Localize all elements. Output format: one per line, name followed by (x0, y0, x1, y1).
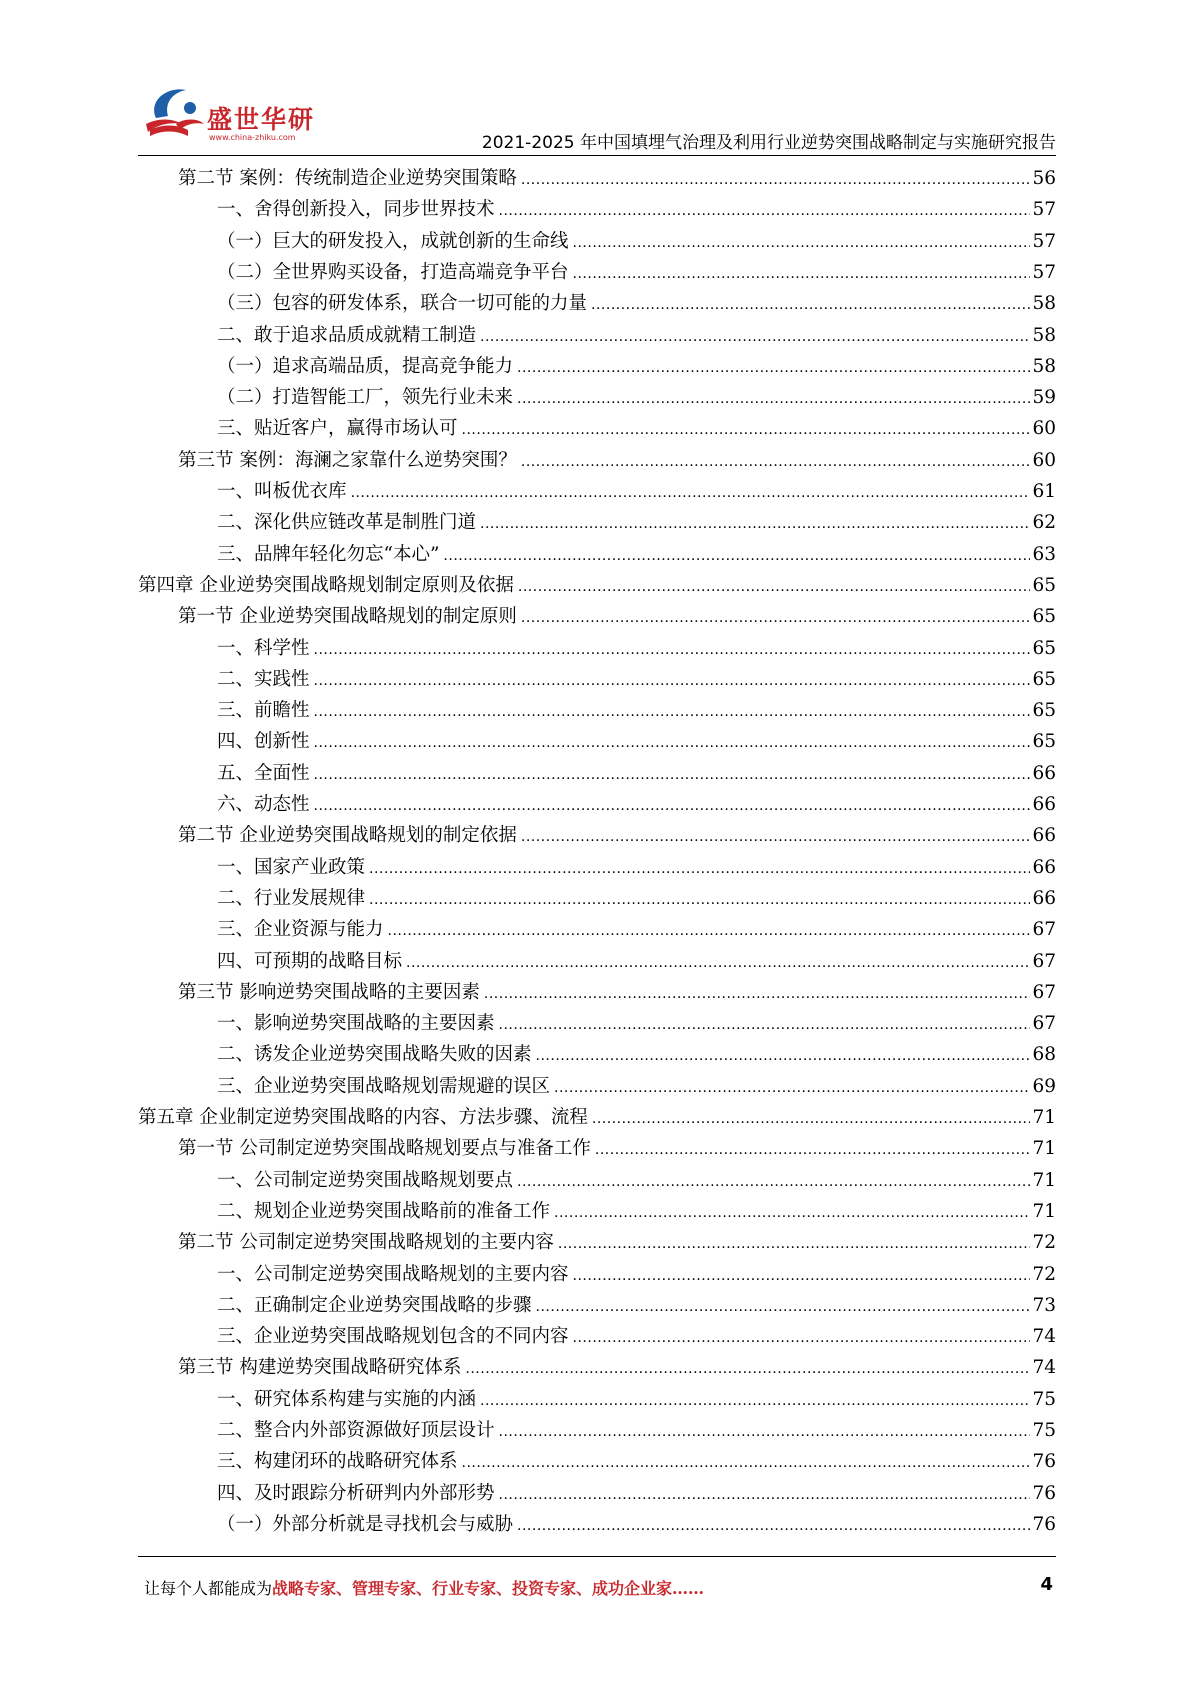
toc-leader-dots (369, 854, 1030, 885)
toc-entry[interactable] (138, 570, 1056, 601)
toc-entry-title: 三、前瞻性 (217, 700, 310, 722)
toc-entry-title: 第二节 案例：传统制造企业逆势突围策略 (178, 168, 517, 189)
toc-entry[interactable] (217, 758, 1056, 789)
toc-entry-title: 二、诱发企业逆势突围战略失败的因素 (217, 1044, 532, 1066)
toc-entry[interactable] (217, 476, 1056, 507)
toc-entry-page: 74 (1032, 1326, 1056, 1348)
logo-url: www.china-zhiku.com (209, 133, 296, 142)
toc-entry[interactable] (217, 1321, 1056, 1352)
toc-entry-page: 58 (1032, 293, 1056, 315)
toc-leader-dots (521, 165, 1031, 196)
toc-leader-dots (554, 1073, 1030, 1104)
toc-entry[interactable] (178, 820, 1056, 851)
toc-entry-page: 62 (1032, 512, 1056, 534)
toc-entry-page: 67 (1032, 950, 1056, 972)
toc-leader-dots (314, 666, 1031, 697)
toc-entry-page: 72 (1032, 1232, 1056, 1254)
toc-entry-title: 二、深化供应链改革是制胜门道 (217, 512, 477, 534)
toc-leader-dots (518, 572, 1031, 603)
toc-entry-page: 60 (1032, 418, 1056, 440)
toc-entry-page: 71 (1032, 1107, 1056, 1128)
toc-entry-title: （一）外部分析就是寻找机会与威胁 (217, 1513, 514, 1535)
report-title: 2021-2025 年中国填埋气治理及利用行业逆势突围战略制定与实施研究报告 (481, 133, 1056, 153)
toc-entry-title: 二、规划企业逆势突围战略前的准备工作 (217, 1200, 551, 1222)
toc-entry-title: 四、及时跟踪分析研判内外部形势 (217, 1482, 495, 1504)
toc-entry-title: 三、品牌年轻化勿忘“本心” (217, 543, 440, 565)
toc-entry-page: 59 (1032, 387, 1056, 409)
footer-slogan (144, 1576, 704, 1599)
toc-leader-dots (465, 1354, 1030, 1385)
toc-entry-page: 71 (1032, 1138, 1056, 1160)
toc-entry[interactable] (217, 664, 1056, 695)
toc-entry-title: 一、公司制定逆势突围战略规划要点 (217, 1169, 514, 1191)
toc-leader-dots (573, 1323, 1031, 1354)
toc-leader-dots (536, 1041, 1031, 1072)
toc-entry-title: 三、企业逆势突围战略规划包含的不同内容 (217, 1326, 569, 1348)
toc-leader-dots (591, 290, 1030, 321)
toc-entry-page: 73 (1032, 1294, 1056, 1316)
toc-entry-page: 65 (1032, 700, 1056, 722)
toc-leader-dots (592, 1104, 1031, 1135)
footer-divider (138, 1556, 1056, 1557)
toc-entry-title: 三、企业逆势突围战略规划需规避的误区 (217, 1075, 551, 1097)
toc-leader-dots (499, 1010, 1031, 1041)
toc-entry-title: 第三节 影响逆势突围战略的主要因素 (178, 981, 480, 1003)
toc-leader-dots (573, 259, 1031, 290)
toc-entry[interactable] (217, 288, 1056, 319)
toc-entry[interactable] (217, 1039, 1056, 1070)
toc-entry-title: 三、企业资源与能力 (217, 919, 384, 941)
toc-entry-title: 一、影响逆势突围战略的主要因素 (217, 1013, 495, 1035)
toc-leader-dots (554, 1198, 1030, 1229)
toc-entry-title: 一、研究体系构建与实施的内涵 (217, 1388, 477, 1410)
toc-entry[interactable] (178, 1227, 1056, 1258)
toc-leader-dots (314, 697, 1031, 728)
toc-entry-title: 第二节 公司制定逆势突围战略规划的主要内容 (178, 1232, 554, 1254)
toc-leader-dots (314, 791, 1031, 822)
toc-entry-title: （一）巨大的研发投入，成就创新的生命线 (217, 230, 569, 252)
toc-entry-page: 63 (1032, 543, 1056, 565)
toc-entry-title: 第二节 企业逆势突围战略规划的制定依据 (178, 825, 517, 847)
toc-entry[interactable] (217, 1196, 1056, 1227)
toc-entry-page: 75 (1032, 1420, 1056, 1441)
toc-leader-dots (406, 948, 1030, 979)
toc-entry[interactable] (217, 1509, 1056, 1540)
toc-entry-page: 66 (1032, 762, 1056, 784)
toc-entry-page: 65 (1032, 637, 1056, 659)
toc-entry[interactable] (217, 789, 1056, 820)
toc-entry-page: 72 (1032, 1263, 1056, 1285)
toc-leader-dots (369, 885, 1030, 916)
toc-entry[interactable] (178, 977, 1056, 1008)
toc-entry-page: 60 (1032, 449, 1056, 471)
toc-entry[interactable] (217, 1415, 1056, 1446)
toc-leader-dots (517, 1511, 1030, 1542)
toc-leader-dots (314, 635, 1031, 666)
toc-entry-page: 66 (1032, 856, 1056, 878)
toc-entry-title: 一、舍得创新投入，同步世界技术 (217, 199, 495, 221)
toc-entry[interactable] (217, 946, 1056, 977)
toc-entry-page: 65 (1032, 606, 1056, 628)
toc-entry-page: 65 (1032, 574, 1056, 596)
toc-leader-dots (573, 228, 1031, 259)
toc-leader-dots (517, 384, 1030, 415)
toc-entry-page: 56 (1032, 168, 1056, 189)
toc-entry[interactable] (217, 1008, 1056, 1039)
toc-entry-page: 68 (1032, 1044, 1056, 1066)
toc-entry[interactable] (217, 320, 1056, 351)
toc-entry-title: （一）追求高端品质，提高竞争能力 (217, 355, 514, 377)
toc-entry[interactable] (217, 1259, 1056, 1290)
toc-entry-page: 75 (1032, 1388, 1056, 1410)
toc-leader-dots (499, 196, 1031, 227)
toc-entry-title: 第四章 企业逆势突围战略规划制定原则及依据 (138, 574, 514, 596)
toc-entry-title: 第一节 公司制定逆势突围战略规划要点与准备工作 (178, 1138, 591, 1160)
toc-leader-dots (351, 478, 1031, 509)
toc-entry[interactable] (217, 633, 1056, 664)
toc-entry-page: 57 (1032, 230, 1056, 252)
toc-leader-dots (462, 1448, 1031, 1479)
toc-entry-title: 五、全面性 (217, 762, 310, 784)
footer-slogan-prefix: 让每个人都能成为 (144, 1579, 273, 1598)
toc-leader-dots (480, 509, 1030, 540)
toc-entry[interactable] (178, 601, 1056, 632)
toc-entry[interactable] (217, 695, 1056, 726)
toc-entry-page: 66 (1032, 825, 1056, 847)
toc-entry[interactable] (217, 1290, 1056, 1321)
toc-entry-page: 65 (1032, 731, 1056, 753)
toc-leader-dots (521, 822, 1031, 853)
toc-entry[interactable] (138, 1102, 1056, 1133)
toc-entry[interactable] (217, 226, 1056, 257)
toc-entry[interactable] (217, 413, 1056, 444)
toc-leader-dots (517, 353, 1030, 384)
page-header (0, 0, 1191, 153)
toc-entry[interactable] (217, 194, 1056, 225)
toc-entry[interactable] (217, 539, 1056, 570)
toc-leader-dots (462, 415, 1031, 446)
toc-entry[interactable] (217, 883, 1056, 914)
toc-entry-page: 74 (1032, 1357, 1056, 1379)
toc-entry-page: 76 (1032, 1513, 1056, 1535)
toc-entry-page: 67 (1032, 919, 1056, 941)
toc-entry-page: 57 (1032, 261, 1056, 283)
toc-entry[interactable] (217, 257, 1056, 288)
toc-entry-title: 二、敢于追求品质成就精工制造 (217, 324, 477, 346)
toc-leader-dots (314, 728, 1031, 759)
toc-leader-dots (521, 447, 1031, 478)
toc-entry-page: 66 (1032, 794, 1056, 815)
toc-entry-page: 76 (1032, 1482, 1056, 1504)
toc-entry-page: 76 (1032, 1451, 1056, 1473)
toc-entry-title: 第三节 构建逆势突围战略研究体系 (178, 1357, 462, 1379)
toc-entry-title: （二）全世界购买设备，打造高端竞争平台 (217, 261, 569, 283)
toc-entry-title: 三、构建闭环的战略研究体系 (217, 1451, 458, 1473)
toc-entry-page: 66 (1032, 887, 1056, 909)
toc-entry[interactable] (217, 1071, 1056, 1102)
toc-entry-title: 四、创新性 (217, 731, 310, 753)
toc-entry-title: 二、正确制定企业逆势突围战略的步骤 (217, 1294, 532, 1316)
toc-entry-title: 一、叫板优衣库 (217, 481, 347, 502)
toc-entry-title: 二、整合内外部资源做好顶层设计 (217, 1420, 495, 1441)
toc-leader-dots (484, 979, 1031, 1010)
toc-leader-dots (595, 1135, 1031, 1166)
logo-text: 盛世华研 (207, 105, 316, 134)
toc-entry-page: 61 (1032, 481, 1056, 502)
toc-entry-page: 69 (1032, 1075, 1056, 1097)
toc-leader-dots (443, 541, 1030, 572)
toc-entry[interactable] (217, 382, 1056, 413)
toc-leader-dots (517, 1167, 1030, 1198)
toc-leader-dots (573, 1261, 1031, 1292)
toc-entry[interactable] (217, 914, 1056, 945)
toc-leader-dots (499, 1480, 1031, 1511)
page-number: 4 (1040, 1574, 1053, 1595)
toc-leader-dots (536, 1292, 1031, 1323)
toc-entry-title: （三）包容的研发体系，联合一切可能的力量 (217, 293, 588, 315)
footer-slogan-highlight: 战略专家、管理专家、行业专家、投资专家、成功企业家…… (272, 1579, 705, 1598)
toc-entry-page: 65 (1032, 668, 1056, 690)
toc-entry[interactable] (217, 351, 1056, 382)
toc-entry-title: 一、公司制定逆势突围战略规划的主要内容 (217, 1263, 569, 1285)
toc-entry-title: 一、国家产业政策 (217, 856, 366, 878)
toc-leader-dots (480, 1386, 1030, 1417)
toc-entry-title: 二、实践性 (217, 668, 310, 690)
toc-leader-dots (480, 322, 1030, 353)
toc-entry[interactable] (178, 445, 1056, 476)
toc-entry[interactable] (217, 1384, 1056, 1415)
toc-leader-dots (499, 1417, 1031, 1448)
toc-entry[interactable] (217, 1478, 1056, 1509)
toc-entry-title: 第一节 企业逆势突围战略规划的制定原则 (178, 606, 517, 628)
toc-entry-page: 67 (1032, 981, 1056, 1003)
toc-entry-page: 67 (1032, 1013, 1056, 1035)
toc-entry[interactable] (178, 1352, 1056, 1383)
toc-entry[interactable] (178, 1133, 1056, 1164)
toc-entry-page: 58 (1032, 355, 1056, 377)
toc-entry-title: （二）打造智能工厂，领先行业未来 (217, 387, 514, 409)
toc-entry[interactable] (178, 163, 1056, 194)
toc-leader-dots (314, 760, 1031, 791)
toc-entry[interactable] (217, 1446, 1056, 1477)
toc-leader-dots (521, 603, 1031, 634)
toc-entry-page: 71 (1032, 1169, 1056, 1191)
toc-entry-title: 二、行业发展规律 (217, 887, 366, 909)
header-divider (138, 155, 1056, 156)
toc-leader-dots (558, 1229, 1031, 1260)
toc-entry-title: 第五章 企业制定逆势突围战略的内容、方法步骤、流程 (138, 1107, 588, 1128)
toc-entry-title: 第三节 案例：海澜之家靠什么逆势突围？ (178, 449, 517, 471)
toc-entry[interactable] (217, 1165, 1056, 1196)
toc-entry-title: 四、可预期的战略目标 (217, 950, 403, 972)
toc-leader-dots (388, 916, 1031, 947)
toc-entry-page: 57 (1032, 199, 1056, 221)
toc-entry-page: 71 (1032, 1200, 1056, 1222)
toc-entry-title: 三、贴近客户，赢得市场认可 (217, 418, 458, 440)
toc-entry[interactable] (217, 852, 1056, 883)
toc-entry[interactable] (217, 726, 1056, 757)
toc-entry-title: 一、科学性 (217, 637, 310, 659)
toc-entry[interactable] (217, 507, 1056, 538)
toc-entry-page: 58 (1032, 324, 1056, 346)
toc-entry-title: 六、动态性 (217, 794, 310, 815)
